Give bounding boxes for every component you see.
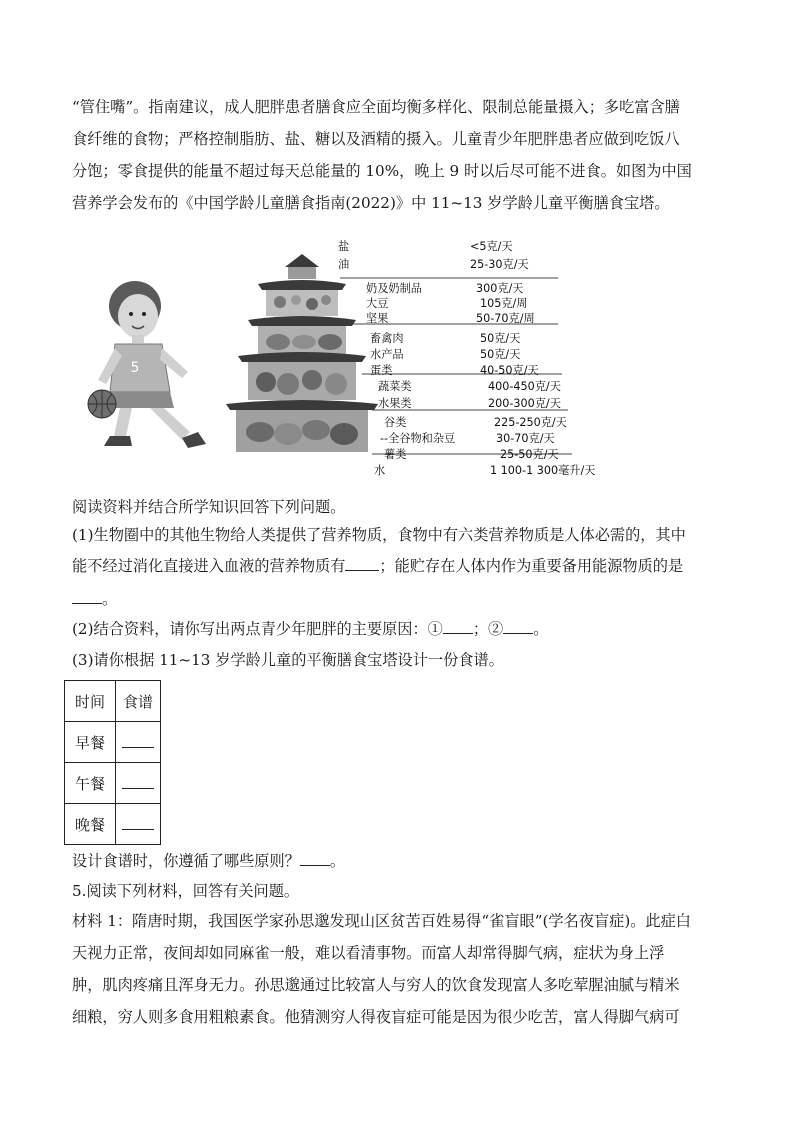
level-vegetable-name: 蔬菜类	[378, 380, 412, 393]
row-dinner: 晚餐	[65, 804, 116, 845]
q5-material-1-line-2: 天视力正常，夜间却如同麻雀一般，难以看清事物。而富人却常得脚气病，症状为身上浮	[72, 944, 665, 962]
level-nuts-amount: 50-70克/周	[476, 312, 535, 325]
q1-text-a: 能不经过消化直接进入血液的营养物质有	[72, 557, 346, 575]
dinner-answer-blank[interactable]	[122, 815, 154, 830]
q2-answer-blank-1[interactable]	[443, 615, 473, 634]
level-tuber-amount: 25-50克/天	[500, 448, 559, 461]
intro-line-4: 营养学会发布的《中国学龄儿童膳食指南(2022)》中 11~13 岁学龄儿童平衡膳食宝塔。	[72, 194, 670, 212]
table-row	[65, 681, 161, 722]
q2-line	[72, 614, 716, 646]
level-aquatic-name: 水产品	[370, 348, 404, 361]
level-dairy-amount: 300克/天	[476, 282, 524, 295]
level-salt-amount: <5克/天	[470, 240, 513, 253]
level-wholegrain-amount: 30-70克/天	[496, 432, 555, 445]
level-oil-amount: 25-30克/天	[470, 258, 529, 271]
header-menu: 食谱	[116, 681, 161, 722]
q1-line-3	[72, 584, 716, 616]
level-wholegrain-name: --全谷物和杂豆	[380, 432, 456, 445]
row-breakfast: 早餐	[65, 722, 116, 763]
intro-line-3: 分饱；零食提供的能量不超过每天总能量的 10%，晚上 9 时以后尽可能不进食。如图为中国	[72, 162, 692, 180]
level-soy-name: 大豆	[366, 297, 389, 310]
level-egg-name: 蛋类	[370, 364, 393, 377]
level-grain-amount: 225-250克/天	[494, 416, 567, 429]
dinner-answer-cell[interactable]	[116, 804, 161, 845]
q5-material-1-line-1: 材料 1：隋唐时期，我国医学家孙思邈发现山区贫苦百姓易得“雀盲眼”(学名夜盲症)。此症白	[72, 912, 691, 930]
q2-text-c: 。	[533, 620, 549, 638]
q2-text-b: ；②	[472, 620, 504, 638]
level-dairy-name: 奶及奶制品	[366, 282, 422, 295]
level-meat-amount: 50克/天	[480, 332, 521, 345]
q3-follow-line	[72, 846, 716, 878]
q1-text-b: ；能贮存在人体内作为重要备用能源物质的是	[379, 557, 684, 575]
intro-line-1: “管住嘴”。指南建议，成人肥胖患者膳食应全面均衡多样化、限制总能量摄入；多吃富含膳	[72, 98, 680, 116]
q3-line: (3)请你根据 11~13 岁学龄儿童的平衡膳食宝塔设计一份食谱。	[72, 651, 504, 669]
level-water-amount: 1 100-1 300毫升/天	[490, 464, 596, 477]
level-vegetable-amount: 400-450克/天	[488, 380, 561, 393]
row-lunch: 午餐	[65, 763, 116, 804]
table-row	[65, 763, 161, 804]
menu-table	[64, 680, 161, 845]
q5-title: 5.阅读下列材料，回答有关问题。	[72, 882, 300, 900]
boy-illustration	[88, 281, 206, 448]
level-grain-name: 谷类	[384, 416, 407, 429]
level-salt-name: 盐	[338, 240, 350, 253]
level-egg-amount: 40-50克/天	[480, 364, 539, 377]
lunch-answer-cell[interactable]	[116, 763, 161, 804]
q3-follow-text-b: 。	[329, 852, 345, 870]
q1-text-end: 。	[102, 590, 118, 608]
intro-line-2: 食纤维的食物；严格控制脂肪、盐、糖以及酒精的摄入。儿童青少年肥胖患者应做到吃饭八	[72, 130, 680, 148]
q1-answer-blank-2[interactable]	[72, 585, 102, 604]
questions-lead: 阅读资料并结合所学知识回答下列问题。	[72, 498, 346, 516]
q1-line-2	[72, 551, 716, 583]
table-row	[65, 722, 161, 763]
q1-answer-blank-1[interactable]	[345, 552, 379, 571]
breakfast-answer-cell[interactable]	[116, 722, 161, 763]
table-row	[65, 804, 161, 845]
level-nuts-name: 坚果	[366, 312, 389, 325]
level-oil-name: 油	[338, 258, 350, 271]
level-fruit-amount: 200-300克/天	[488, 397, 561, 410]
lunch-answer-blank[interactable]	[122, 774, 154, 789]
q5-material-1-line-4: 细粮，穷人则多食用粗粮素食。他猜测穷人得夜盲症可能是因为很少吃苦，富人得脚气病可	[72, 1008, 680, 1026]
q2-answer-blank-2[interactable]	[503, 615, 533, 634]
level-water-name: 水	[374, 464, 386, 477]
breakfast-answer-blank[interactable]	[122, 733, 154, 748]
header-time: 时间	[65, 681, 116, 722]
level-tuber-name: 薯类	[384, 448, 407, 461]
q3-follow-text-a: 设计食谱时，你遵循了哪些原则？	[72, 852, 300, 870]
food-pyramid-figure	[80, 232, 640, 480]
level-aquatic-amount: 50克/天	[480, 348, 521, 361]
jersey-number: 5	[130, 360, 140, 376]
level-soy-amount: 105克/周	[480, 297, 528, 310]
level-meat-name: 畜禽肉	[370, 332, 404, 345]
q1-line-1: (1)生物圈中的其他生物给人类提供了营养物质，食物中有六类营养物质是人体必需的，其中	[72, 526, 686, 544]
level-fruit-name: 水果类	[378, 397, 412, 410]
q3-follow-answer-blank[interactable]	[300, 847, 330, 866]
food-pyramid-illustration	[80, 232, 640, 480]
q2-text-a: (2)结合资料，请你写出两点青少年肥胖的主要原因：①	[72, 620, 443, 638]
q5-material-1-line-3: 肿，肌肉疼痛且浑身无力。孙思邈通过比较富人与穷人的饮食发现富人多吃荤腥油腻与精米	[72, 976, 680, 994]
